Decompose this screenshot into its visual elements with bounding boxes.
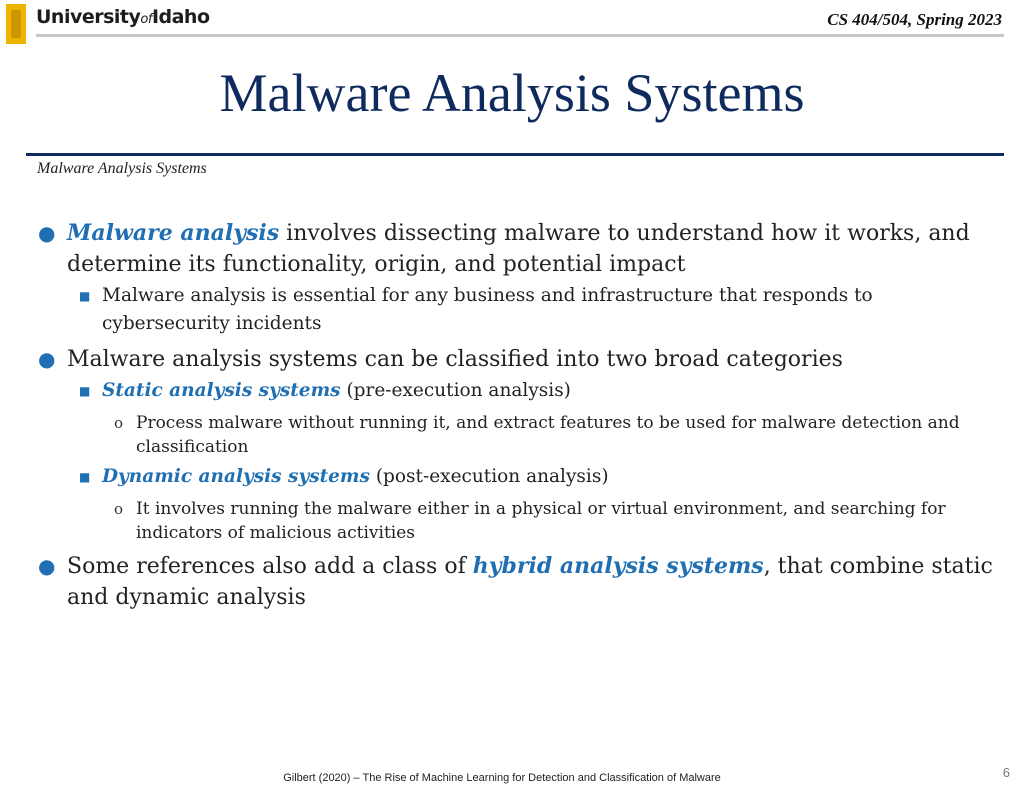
detail-static: o Process malware without running it, and extract features to be used for malware detection and classification	[114, 413, 960, 457]
university-logo-text: UniversityofIdaho	[36, 6, 210, 28]
slide-subtitle: Malware Analysis Systems	[37, 160, 207, 177]
square-bullet-icon: ■	[79, 289, 91, 303]
footer-citation: Gilbert (2020) – The Rise of Machine Learning for Detection and Classification of Malware	[283, 772, 721, 784]
detail-dynamic: o It involves running the malware either in a physical or virtual environment, and searching for indicators of malicious activities	[114, 499, 946, 543]
bullet-malware-analysis: ● Malware analysis involves dissecting malware to understand how it works, and determine its functionality, origin, and potential impact	[38, 220, 970, 277]
bullet-categories: ● Malware analysis systems can be classified into two broad categories	[38, 344, 1003, 375]
course-label: CS 404/504, Spring 2023	[827, 10, 1002, 29]
sub-bullet-dynamic: ■ Dynamic analysis systems (post-execution analysis)	[38, 463, 1003, 491]
circle-bullet-icon: o	[114, 414, 124, 432]
page-number: 6	[1002, 765, 1010, 780]
bullet-icon: ●	[38, 347, 56, 371]
title-divider	[26, 153, 1004, 156]
university-logo-icon	[6, 4, 26, 44]
square-bullet-icon: ■	[79, 384, 91, 398]
slide-content	[38, 218, 1003, 615]
header-rule	[36, 34, 1004, 37]
sub-bullet-static: ■ Static analysis systems (pre-execution analysis)	[38, 377, 1003, 405]
circle-bullet-icon: o	[114, 500, 124, 518]
bullet-hybrid: ● Some references also add a class of hybrid analysis systems, that combine static and dynamic analysis	[38, 553, 993, 610]
square-bullet-icon: ■	[79, 470, 91, 484]
sub-bullet-essential: ■ Malware analysis is essential for any business and infrastructure that responds to cybersecurity incidents	[38, 282, 1003, 338]
bullet-icon: ●	[38, 554, 56, 578]
bullet-icon: ●	[38, 221, 56, 245]
slide-title: Malware Analysis Systems	[219, 63, 805, 123]
